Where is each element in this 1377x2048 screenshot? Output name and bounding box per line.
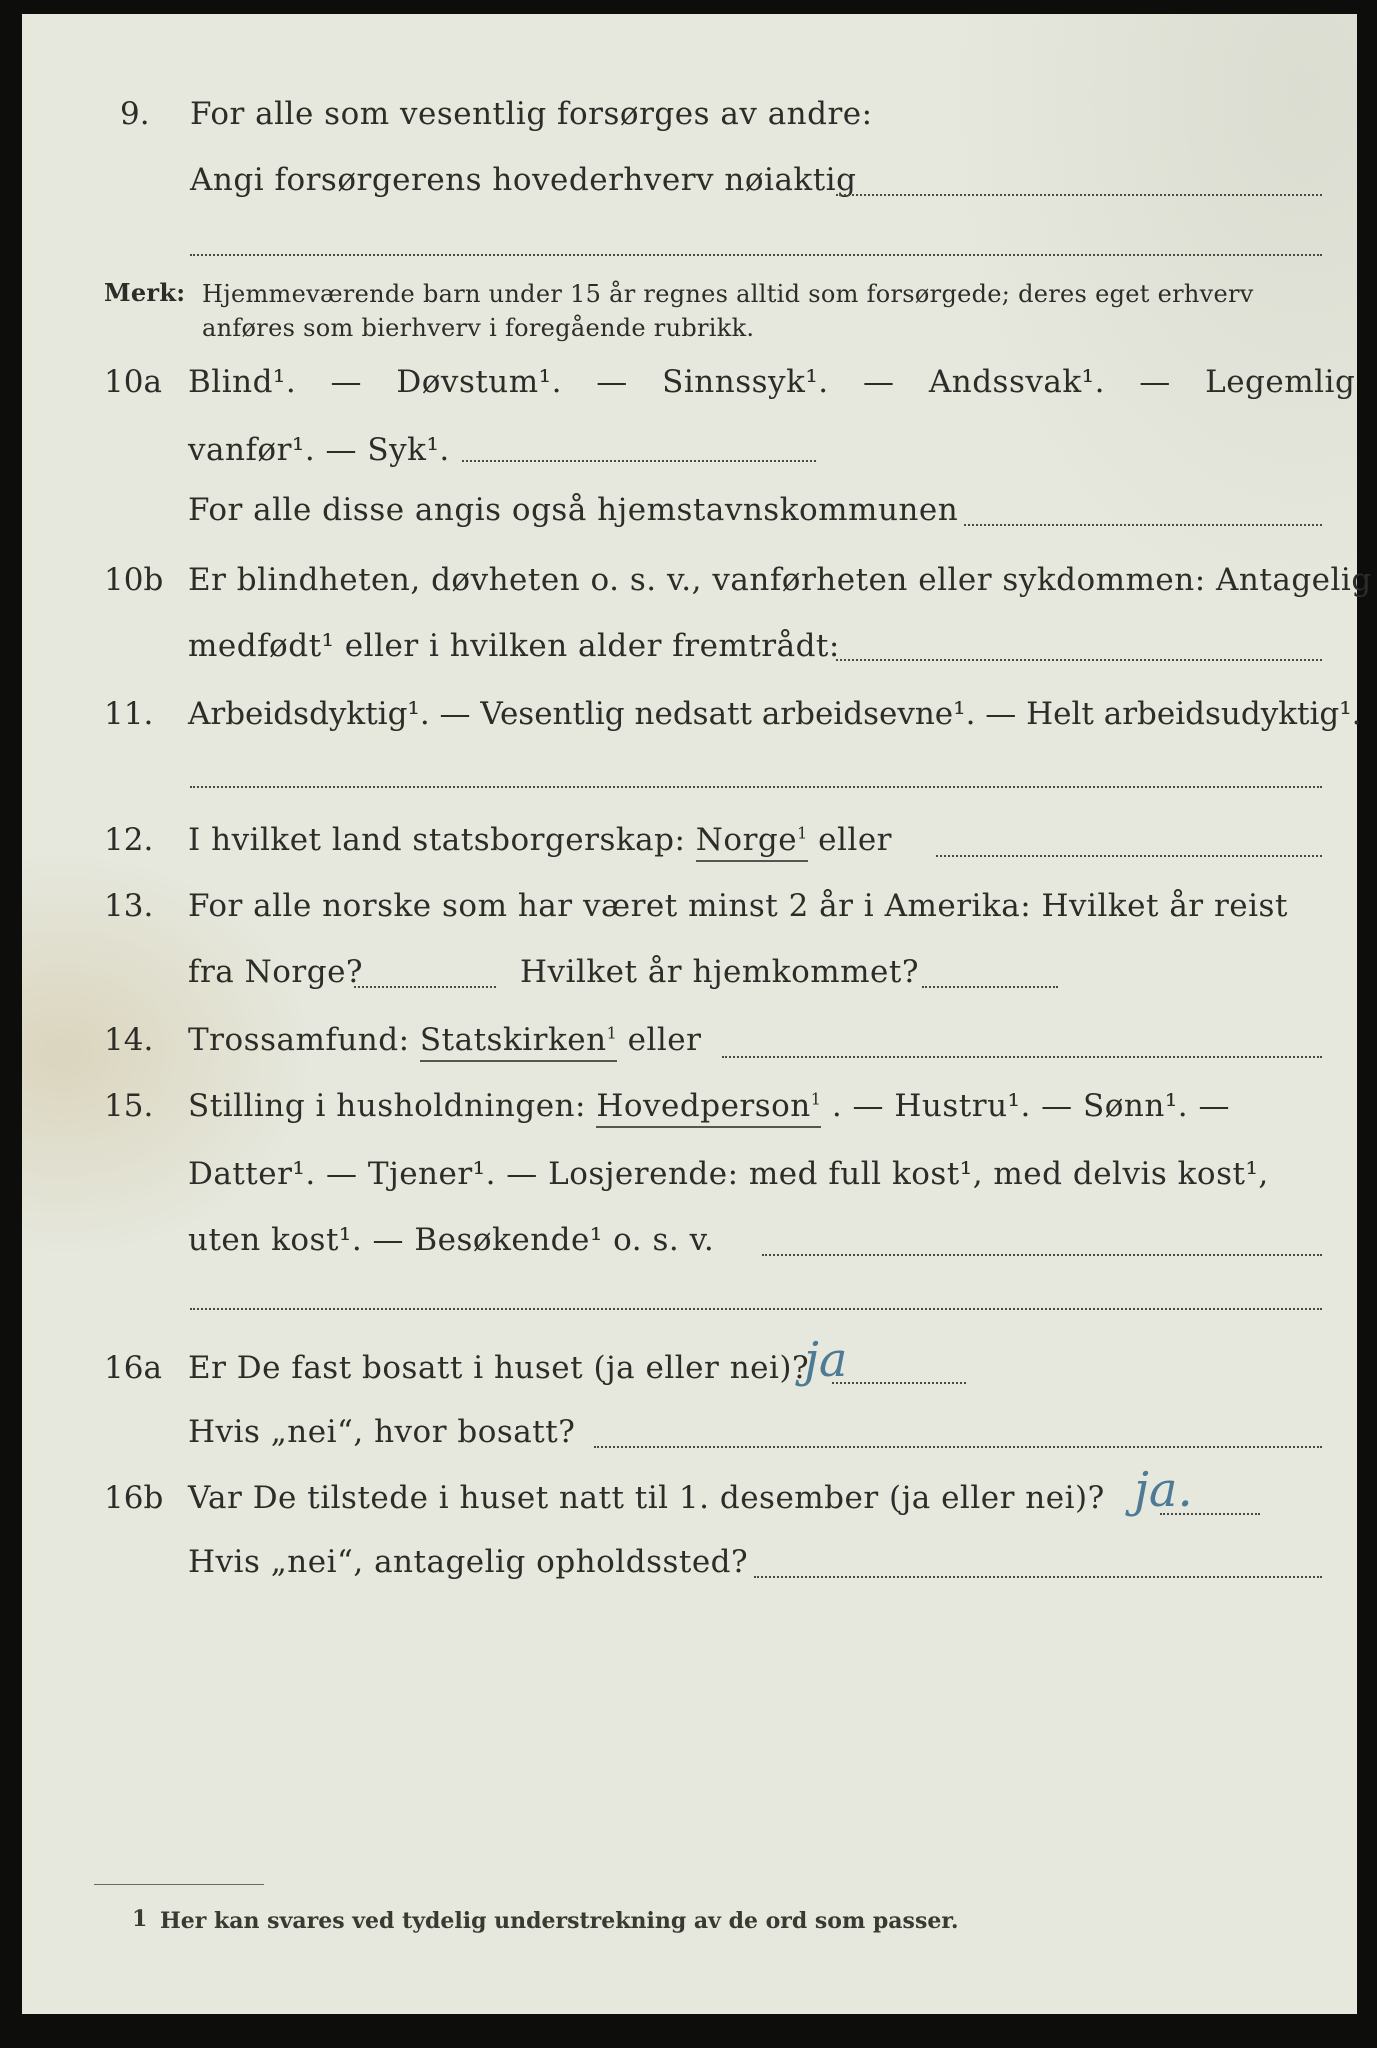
question-text: Angi forsørgerens hovederhverv nøiaktig	[190, 162, 857, 198]
question-text: Var De tilstede i huset natt til 1. desember (ja eller nei)?	[188, 1480, 1105, 1516]
question-text-part: eller	[818, 822, 892, 858]
answer-field-return-year[interactable]	[922, 986, 1058, 988]
underlined-answer-text: Hovedperson	[596, 1088, 811, 1124]
question-number: 14.	[104, 1022, 154, 1058]
handwritten-answer: ja.	[1134, 1462, 1193, 1518]
answer-field[interactable]	[190, 786, 1322, 788]
question-text: Hvilket år hjemkommet?	[520, 954, 919, 990]
question-text: Hvis „nei“, hvor bosatt?	[188, 1414, 576, 1450]
question-number: 10b	[104, 562, 164, 598]
question-text: fra Norge?	[188, 954, 364, 990]
underlined-answer	[420, 1022, 617, 1062]
question-text-part: I hvilket land statsborgerskap:	[188, 822, 686, 858]
question-text	[188, 822, 892, 858]
question-text	[188, 1022, 701, 1058]
question-text: vanfør¹. — Syk¹.	[188, 432, 450, 468]
question-text-part: eller	[627, 1022, 702, 1058]
underlined-answer	[696, 822, 808, 862]
question-text: For alle disse angis også hjemstavnskommunen	[188, 492, 959, 528]
question-number: 11.	[104, 696, 154, 732]
footnote-text: Her kan svares ved tydelig understrekning av de ord som passer.	[160, 1908, 959, 1934]
question-text-part: Stilling i husholdningen:	[188, 1088, 586, 1124]
question-text-part: . — Hustru¹. — Sønn¹. —	[831, 1088, 1230, 1124]
answer-field-departure-year[interactable]	[354, 986, 496, 988]
question-number: 13.	[104, 888, 154, 924]
question-text-part: Trossamfund:	[188, 1022, 410, 1058]
answer-field[interactable]	[462, 460, 816, 462]
answer-field[interactable]	[190, 1308, 1322, 1310]
answer-field[interactable]	[964, 524, 1322, 526]
question-text: Blind¹. — Døvstum¹. — Sinnssyk¹. — Andssvak¹. — Legemlig	[188, 364, 1356, 400]
answer-field[interactable]	[594, 1446, 1322, 1448]
question-number: 16b	[104, 1480, 164, 1516]
answer-field[interactable]	[936, 855, 1322, 857]
footnote-marker: 1	[810, 1089, 822, 1109]
question-text: Er De fast bosatt i huset (ja eller nei)?	[188, 1350, 810, 1386]
note-label: Merk:	[104, 278, 186, 307]
footnote-marker: 1	[606, 1023, 618, 1043]
question-text: uten kost¹. — Besøkende¹ o. s. v.	[188, 1222, 715, 1258]
underlined-answer	[596, 1088, 821, 1128]
question-text: medfødt¹ eller i hvilken alder fremtrådt:	[188, 628, 840, 664]
question-text: For alle som vesentlig forsørges av andre:	[190, 96, 873, 132]
question-text: Hvis „nei“, antagelig opholdssted?	[188, 1544, 749, 1580]
question-text: Datter¹. — Tjener¹. — Losjerende: med full kost¹, med delvis kost¹,	[188, 1156, 1269, 1192]
note-text: Hjemmeværende barn under 15 år regnes alltid som forsørgede; deres eget erhverv	[202, 280, 1254, 308]
question-text	[188, 1088, 1230, 1124]
question-number: 10a	[104, 364, 162, 400]
footnote-marker: 1	[132, 1906, 148, 1932]
question-number: 16a	[104, 1350, 162, 1386]
answer-field[interactable]	[754, 1576, 1322, 1578]
answer-field[interactable]	[190, 254, 1322, 256]
underlined-answer-text: Statskirken	[419, 1022, 607, 1058]
question-number: 12.	[104, 822, 154, 858]
question-text: For alle norske som har været minst 2 år i Amerika: Hvilket år reist	[188, 888, 1288, 924]
question-number: 9.	[120, 96, 150, 132]
note-text: anføres som bierhverv i foregående rubrikk.	[202, 314, 755, 342]
handwritten-answer: ja	[804, 1332, 848, 1388]
footnote-separator	[94, 1884, 264, 1885]
underlined-answer-text: Norge	[695, 822, 798, 858]
answer-field[interactable]	[836, 659, 1322, 661]
question-text: Er blindheten, døvheten o. s. v., vanførheten eller sykdommen: Antagelig	[188, 562, 1372, 598]
answer-field[interactable]	[762, 1254, 1322, 1256]
answer-field[interactable]	[832, 1382, 966, 1384]
census-form-page	[22, 14, 1372, 2014]
question-text: Arbeidsdyktig¹. — Vesentlig nedsatt arbeidsevne¹. — Helt arbeidsudyktig¹.	[188, 696, 1362, 732]
footnote-marker: 1	[797, 823, 808, 843]
answer-field[interactable]	[836, 194, 1322, 196]
question-number: 15.	[104, 1088, 154, 1124]
answer-field[interactable]	[722, 1056, 1322, 1058]
answer-field[interactable]	[1160, 1513, 1260, 1515]
